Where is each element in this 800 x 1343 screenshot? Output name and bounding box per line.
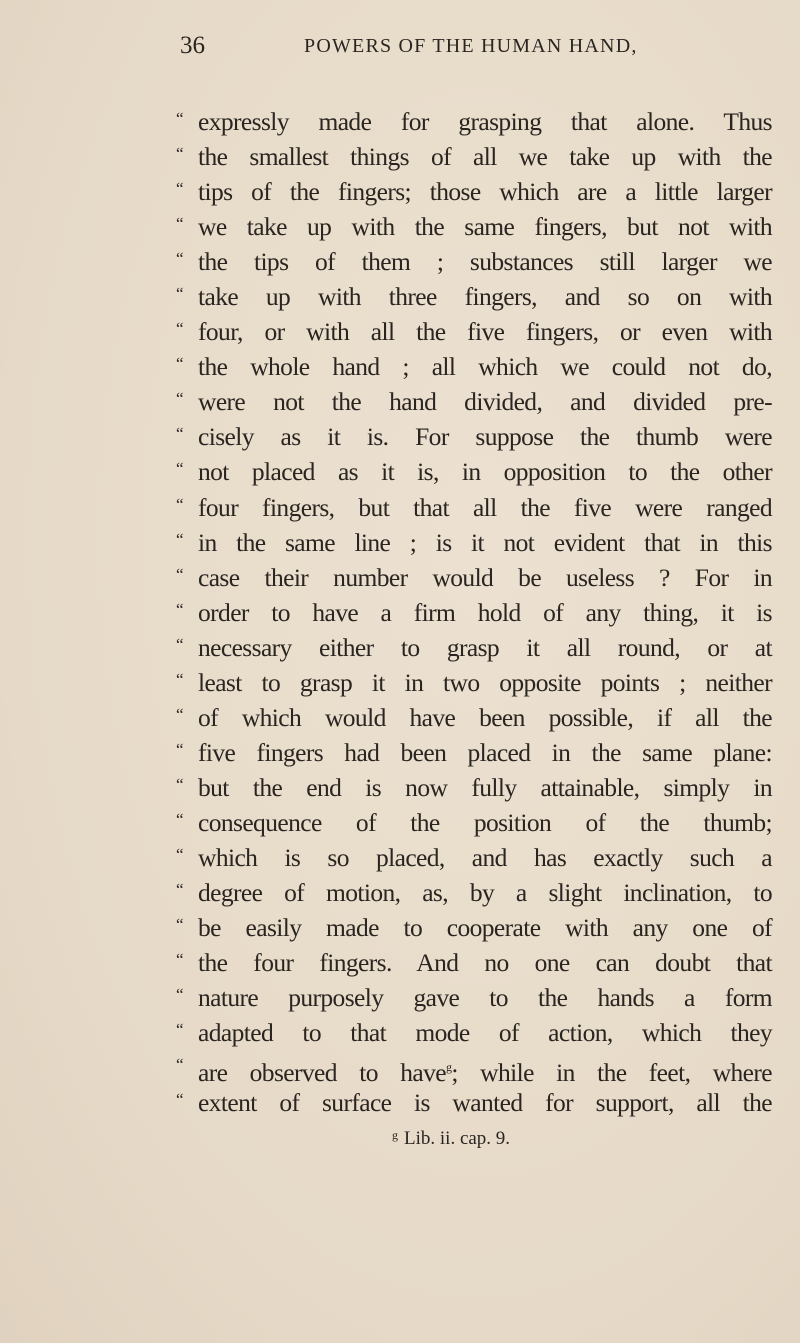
line-text: consequence of the position of the thumb; bbox=[198, 807, 772, 837]
line-text-with-footnote bbox=[198, 1050, 772, 1090]
page-header bbox=[180, 32, 780, 62]
line-text: necessary either to grasp it all round, or at bbox=[198, 632, 772, 662]
footnote-reference: g bbox=[445, 1060, 452, 1075]
line-text: four, or with all the five fingers, or even with bbox=[198, 317, 772, 347]
opening-quote-mark: “ bbox=[176, 249, 184, 269]
opening-quote-mark: “ bbox=[176, 424, 184, 444]
line-text: adapted to that mode of action, which they bbox=[198, 1018, 772, 1048]
opening-quote-mark: “ bbox=[176, 1090, 184, 1110]
footnote-text: Lib. ii. cap. 9. bbox=[404, 1128, 511, 1149]
text-line bbox=[176, 665, 772, 700]
opening-quote-mark: “ bbox=[176, 809, 184, 829]
line-text: be easily made to cooperate with any one of bbox=[198, 913, 772, 943]
line-text: of which would have been possible, if all the bbox=[198, 702, 772, 732]
line-text: tips of the fingers; those which are a little larger bbox=[198, 177, 772, 207]
line-text-part: are observed to have bbox=[198, 1058, 446, 1088]
line-text: nature purposely gave to the hands a form bbox=[198, 983, 772, 1013]
opening-quote-mark: “ bbox=[176, 319, 184, 339]
opening-quote-mark: “ bbox=[176, 284, 184, 304]
text-line bbox=[176, 314, 772, 349]
text-line bbox=[176, 209, 772, 244]
opening-quote-mark: “ bbox=[176, 459, 184, 479]
line-text: take up with three fingers, and so on with bbox=[198, 282, 772, 312]
footnote-mark: g bbox=[392, 1128, 398, 1142]
text-line bbox=[176, 454, 772, 489]
text-line bbox=[176, 980, 772, 1015]
text-line bbox=[176, 630, 772, 665]
line-text: not placed as it is, in opposition to the other bbox=[198, 457, 772, 487]
line-text: but the end is now fully attainable, simply in bbox=[198, 772, 772, 802]
text-line bbox=[176, 735, 772, 770]
text-line bbox=[176, 139, 772, 174]
line-text: four fingers, but that all the five were ranged bbox=[198, 492, 772, 522]
opening-quote-mark: “ bbox=[176, 915, 184, 935]
line-text-part: ; while in the feet, where bbox=[451, 1058, 772, 1088]
body-text bbox=[176, 104, 772, 1120]
text-line bbox=[176, 700, 772, 735]
text-line bbox=[176, 1085, 772, 1120]
opening-quote-mark: “ bbox=[176, 880, 184, 900]
text-line bbox=[176, 104, 772, 139]
text-line bbox=[176, 244, 772, 279]
opening-quote-mark: “ bbox=[176, 599, 184, 619]
line-text: least to grasp it in two opposite points ; neither bbox=[198, 667, 772, 697]
opening-quote-mark: “ bbox=[176, 774, 184, 794]
opening-quote-mark: “ bbox=[176, 704, 184, 724]
text-line bbox=[176, 805, 772, 840]
page-number: 36 bbox=[180, 32, 205, 59]
opening-quote-mark: “ bbox=[176, 844, 184, 864]
opening-quote-mark: “ bbox=[176, 1055, 184, 1075]
text-line bbox=[176, 910, 772, 945]
opening-quote-mark: “ bbox=[176, 144, 184, 164]
text-line bbox=[176, 1050, 772, 1088]
opening-quote-mark: “ bbox=[176, 985, 184, 1005]
text-line bbox=[176, 490, 772, 525]
opening-quote-mark: “ bbox=[176, 214, 184, 234]
line-text: the whole hand ; all which we could not do, bbox=[198, 352, 772, 382]
opening-quote-mark: “ bbox=[176, 179, 184, 199]
text-line bbox=[176, 1015, 772, 1050]
footnote bbox=[392, 1128, 510, 1150]
line-text: extent of surface is wanted for support, all the bbox=[198, 1088, 772, 1118]
text-line bbox=[176, 525, 772, 560]
text-line bbox=[176, 875, 772, 910]
line-text: we take up with the same fingers, but not with bbox=[198, 212, 772, 242]
line-text: degree of motion, as, by a slight inclination, to bbox=[198, 878, 772, 908]
line-text: five fingers had been placed in the same plane: bbox=[198, 737, 772, 767]
text-line bbox=[176, 560, 772, 595]
text-line bbox=[176, 840, 772, 875]
line-text: the tips of them ; substances still larger we bbox=[198, 247, 772, 277]
text-line bbox=[176, 384, 772, 419]
line-text: were not the hand divided, and divided pre- bbox=[198, 387, 772, 417]
opening-quote-mark: “ bbox=[176, 634, 184, 654]
line-text: in the same line ; is it not evident that in this bbox=[198, 527, 772, 557]
text-line bbox=[176, 279, 772, 314]
line-text: cisely as it is. For suppose the thumb were bbox=[198, 422, 772, 452]
line-text: expressly made for grasping that alone. Thus bbox=[198, 107, 772, 136]
opening-quote-mark: “ bbox=[176, 109, 184, 128]
text-line bbox=[176, 349, 772, 384]
line-text: order to have a firm hold of any thing, it is bbox=[198, 597, 772, 627]
opening-quote-mark: “ bbox=[176, 739, 184, 759]
text-line bbox=[176, 174, 772, 209]
opening-quote-mark: “ bbox=[176, 950, 184, 970]
text-line bbox=[176, 945, 772, 980]
text-line bbox=[176, 595, 772, 630]
line-text: the four fingers. And no one can doubt that bbox=[198, 948, 772, 978]
opening-quote-mark: “ bbox=[176, 669, 184, 689]
line-text: the smallest things of all we take up with the bbox=[198, 142, 772, 172]
line-text: case their number would be useless ? For in bbox=[198, 562, 772, 592]
opening-quote-mark: “ bbox=[176, 354, 184, 374]
opening-quote-mark: “ bbox=[176, 389, 184, 409]
opening-quote-mark: “ bbox=[176, 529, 184, 549]
opening-quote-mark: “ bbox=[176, 494, 184, 514]
opening-quote-mark: “ bbox=[176, 1020, 184, 1040]
running-title: POWERS OF THE HUMAN HAND, bbox=[304, 35, 638, 57]
line-text: which is so placed, and has exactly such a bbox=[198, 842, 772, 872]
text-line bbox=[176, 770, 772, 805]
text-line bbox=[176, 419, 772, 454]
opening-quote-mark: “ bbox=[176, 564, 184, 584]
